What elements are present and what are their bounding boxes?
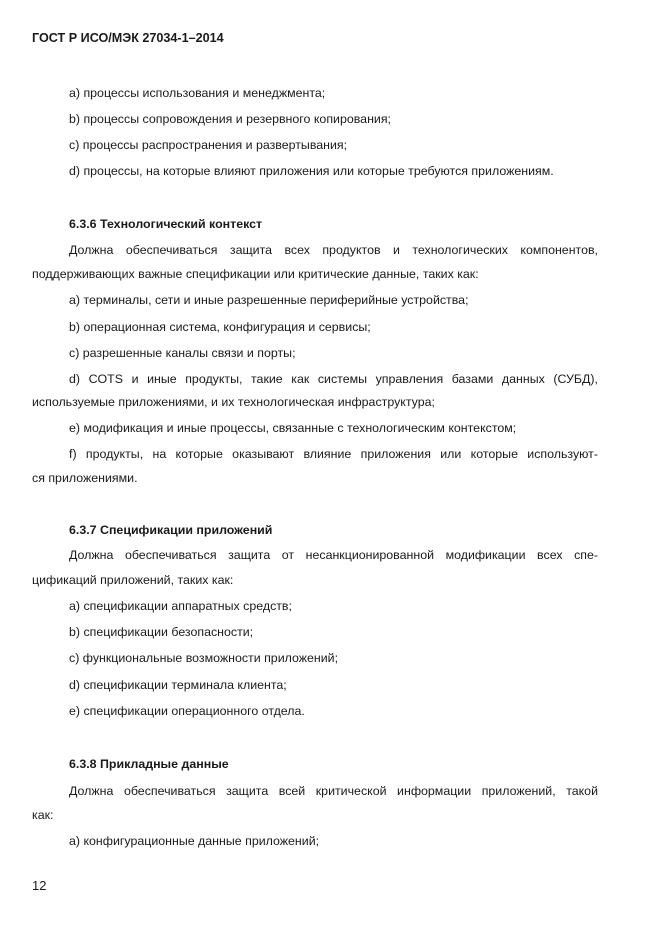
paragraph-line: Должна обеспечиваться защита всех продуктов и технологических компонентов,	[69, 243, 598, 257]
list-item: d) спецификации терминала клиента;	[69, 678, 287, 692]
list-item: c) функциональные возможности приложений;	[69, 651, 339, 665]
list-item: d) COTS и иные продукты, такие как системы управления базами данных (СУБД),	[69, 372, 598, 386]
list-item-continuation: используемые приложениями, и их технологическая инфраструктура;	[32, 395, 435, 409]
list-item: b) спецификации безопасности;	[69, 625, 254, 639]
section-heading-6-3-8: 6.3.8 Прикладные данные	[69, 757, 229, 771]
paragraph-line: как:	[32, 808, 54, 822]
paragraph-line: поддерживающих важные спецификации или критические данные, таких как:	[32, 267, 479, 281]
section-heading-6-3-7: 6.3.7 Спецификации приложений	[69, 523, 273, 537]
list-item: f) продукты, на которые оказывают влияние приложения или которые используют-	[69, 447, 598, 461]
list-item: a) терминалы, сети и иные разрешенные периферийные устройства;	[69, 293, 469, 307]
document-header: ГОСТ Р ИСО/МЭК 27034-1–2014	[32, 31, 224, 45]
page-number: 12	[32, 878, 47, 893]
list-item: c) разрешенные каналы связи и порты;	[69, 346, 296, 360]
paragraph-line: цификаций приложений, таких как:	[32, 573, 234, 587]
paragraph-line: Должна обеспечиваться защита всей критической информации приложений, такой	[69, 784, 598, 798]
list-item: a) процессы использования и менеджмента;	[69, 86, 326, 100]
list-item: e) модификация и иные процессы, связанные с технологическим контекстом;	[69, 421, 517, 435]
list-item: b) процессы сопровождения и резервного копирования;	[69, 112, 391, 126]
list-item: e) спецификации операционного отдела.	[69, 704, 305, 718]
list-item: a) спецификации аппаратных средств;	[69, 599, 292, 613]
list-item: a) конфигурационные данные приложений;	[69, 834, 320, 848]
list-item: d) процессы, на которые влияют приложения или которые требуются приложениям.	[69, 164, 554, 178]
paragraph-line: Должна обеспечиваться защита от несанкционированной модификации всех спе-	[69, 548, 598, 562]
list-item: c) процессы распространения и развертывания;	[69, 138, 348, 152]
list-item-continuation: ся приложениями.	[32, 471, 138, 485]
list-item: b) операционная система, конфигурация и сервисы;	[69, 320, 371, 334]
section-heading-6-3-6: 6.3.6 Технологический контекст	[69, 217, 263, 231]
